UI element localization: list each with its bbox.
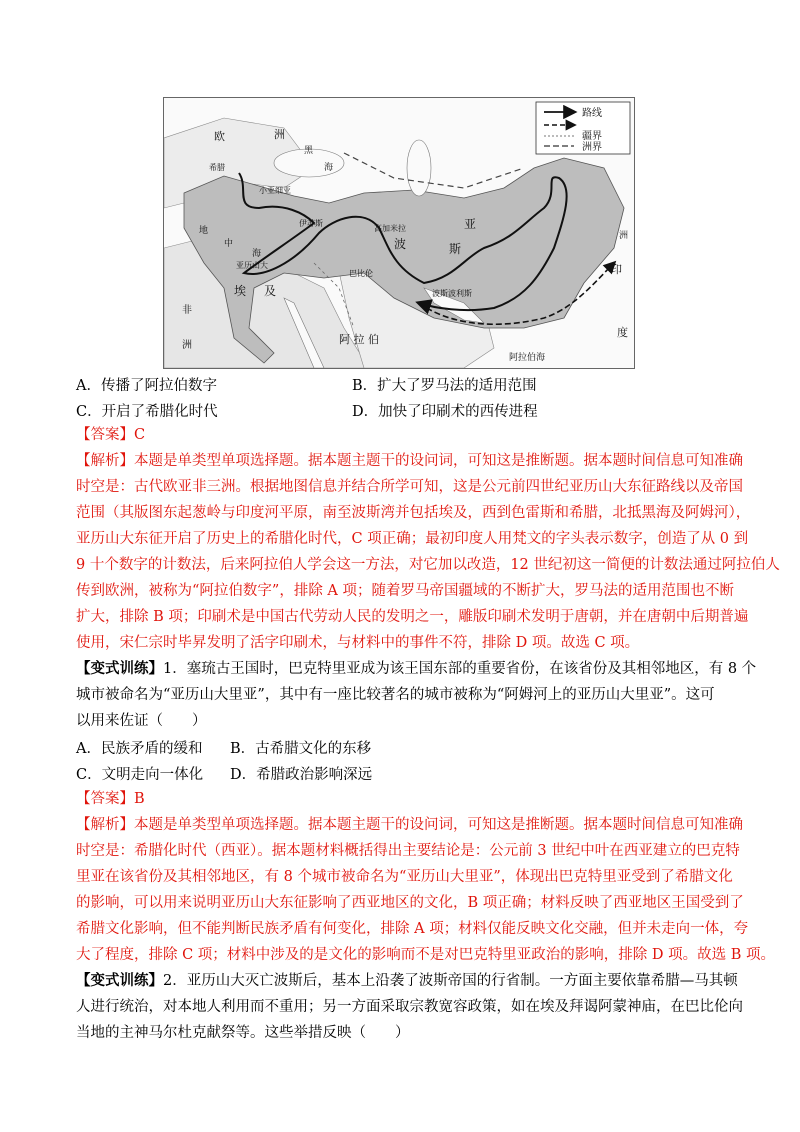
- map-label-hai2: 海: [324, 163, 334, 173]
- analysis-1-line-6: 传到欧洲，被称为“阿拉伯数字”，排除 A 项；随着罗马帝国疆域的不断扩大，罗马法的适用范围也不断: [76, 583, 735, 599]
- map-label-zhong: 中: [224, 239, 234, 249]
- variant-1-line-3: 以用来佐证（ ）: [76, 713, 207, 729]
- option-b: B．扩大了罗马法的适用范围: [352, 378, 537, 394]
- variant-1-option-b: B．古希腊文化的东移: [230, 741, 372, 757]
- map-label-zhou3: 洲: [619, 231, 629, 241]
- analysis-1-line-3: 范围（其版图东起葱岭与印度河平原，南至波斯湾并包括埃及，西到色雷斯和希腊，北抵黑海及阿姆河），: [76, 505, 751, 521]
- variant-1-option-a: A．民族矛盾的缓和: [76, 741, 203, 757]
- map-label-xila: 希腊: [209, 163, 225, 172]
- variant-1-line-2: 城市被命名为“亚历山大里亚”，其中有一座比较著名的城市被称为“阿姆河上的亚历山大里亚”。这可: [76, 687, 715, 703]
- map-label-yalishanda: 亚历山大: [236, 261, 268, 270]
- map-label-ai: 埃: [234, 284, 247, 298]
- variant-1-tag: 【变式训练】: [76, 660, 163, 677]
- map-label-sisibolisi: 波斯波利斯: [432, 289, 472, 298]
- analysis-2-line-6: 大了程度，排除 C 项；材料中涉及的是文化的影响而不是对巴克特里亚政治的影响，排除 D 项。故选 B 项。: [76, 947, 776, 963]
- caspian-sea: [407, 140, 431, 196]
- map-label-hai: 海: [252, 249, 262, 259]
- legend-border-label: 疆界: [582, 131, 602, 142]
- option-a: A．传播了阿拉伯数字: [76, 378, 217, 394]
- analysis-2-line-4: 的影响，可以用来说明亚历山大东征影响了西亚地区的文化，B 项正确；材料反映了西亚地区王国受到了: [76, 895, 744, 911]
- analysis-1-line-7: 扩大，排除 B 项；印刷术是中国古代劳动人民的发明之一，雕版印刷术发明于唐朝，并在唐朝中后期普遍: [76, 609, 749, 625]
- variant-2-line-1: [76, 971, 738, 991]
- variant-2-text-1: 2．亚历山大灭亡波斯后，基本上沿袭了波斯帝国的行省制。一方面主要依靠希腊—马其顿: [163, 973, 738, 989]
- map-label-babilun: 巴比伦: [349, 269, 373, 278]
- map-label-fei: 非: [182, 305, 192, 316]
- analysis-1-line-5: 9 十个数字的计数法，后来阿拉伯人学会这一方法，对它加以改造，12 世纪初这一简便的计数法通过阿拉伯人: [76, 557, 780, 573]
- analysis-1-line-1: 【解析】本题是单类型单项选择题。据本题主题干的设问词，可知这是推断题。据本题时间信息可知准确: [76, 453, 743, 469]
- map-label-ji: 及: [264, 284, 277, 298]
- answer-2: 【答案】B: [76, 791, 145, 807]
- map-label-bo: 波: [394, 237, 407, 251]
- analysis-2-line-5: 希腊文化影响，但不能判断民族矛盾有何变化，排除 A 项；材料仅能反映文化交融，但并未走向一体，夸: [76, 921, 749, 937]
- legend-continent-label: 洲界: [582, 142, 602, 153]
- map-label-zhou2: 洲: [182, 340, 192, 351]
- map-label-yin: 印: [611, 263, 622, 276]
- legend-route-label: 路线: [582, 108, 602, 119]
- map-label-zhou1: 洲: [274, 128, 285, 141]
- map-label-yisusi: 伊苏斯: [299, 219, 323, 228]
- analysis-1-line-8: 使用，宋仁宗时毕昇发明了活字印刷术，与材料中的事件不符，排除 D 项。故选 C 项。: [76, 635, 640, 651]
- answer-1: 【答案】C: [76, 427, 146, 443]
- map-label-alabo: 阿 拉 伯: [339, 333, 379, 346]
- map-label-du: 度: [617, 326, 628, 339]
- map-label-alabohai: 阿拉伯海: [509, 353, 546, 363]
- map-svg: [164, 98, 634, 368]
- alexander-expedition-map: [163, 97, 635, 369]
- variant-2-line-3: 当地的主神马尔杜克献祭等。这些举措反映（ ）: [76, 1025, 410, 1041]
- map-label-gaojiamila: 高加米拉: [374, 224, 406, 233]
- variant-1-option-c: C．文明走向一体化: [76, 767, 204, 783]
- map-label-ou: 欧: [214, 130, 225, 143]
- map-label-xiaoyaxiya: 小亚细亚: [259, 186, 291, 195]
- analysis-2-line-3: 里亚在该省份及其相邻地区，有 8 个城市被命名为“亚历山大里亚”，体现出巴克特里亚受到了希腊文化: [76, 869, 733, 885]
- option-c: C．开启了希腊化时代: [76, 404, 218, 420]
- map-label-di: 地: [199, 226, 209, 236]
- variant-2-tag: 【变式训练】: [76, 972, 163, 989]
- option-d: D．加快了印刷术的西传进程: [352, 404, 538, 420]
- analysis-1-line-4: 亚历山大东征开启了历史上的希腊化时代，C 项正确；最初印度人用梵文的字头表示数字，创造了从 0 到: [76, 531, 749, 547]
- variant-1-text-1: 1．塞琉古王国时，巴克特里亚成为该王国东部的重要省份，在该省份及其相邻地区，有 8 个: [163, 661, 757, 677]
- map-label-ya: 亚: [464, 217, 477, 231]
- map-label-hei: 黑: [304, 146, 314, 156]
- analysis-2-line-1: 【解析】本题是单类型单项选择题。据本题主题干的设问词，可知这是推断题。据本题时间信息可知准确: [76, 817, 743, 833]
- analysis-1-line-2: 时空是：古代欧亚非三洲。根据地图信息并结合所学可知，这是公元前四世纪亚历山大东征路线以及帝国: [76, 479, 743, 495]
- map-label-si: 斯: [449, 242, 462, 256]
- variant-1-option-d: D．希腊政治影响深远: [230, 767, 373, 783]
- variant-1-line-1: [76, 659, 756, 679]
- analysis-2-line-2: 时空是：希腊化时代（西亚）。据本题材料概括得出主要结论是：公元前 3 世纪中叶在西亚建立的巴克特: [76, 843, 740, 859]
- variant-2-line-2: 人进行统治，对本地人利用而不重用；另一方面采取宗教宽容政策，如在埃及拜谒阿蒙神庙，在巴比伦向: [76, 999, 743, 1015]
